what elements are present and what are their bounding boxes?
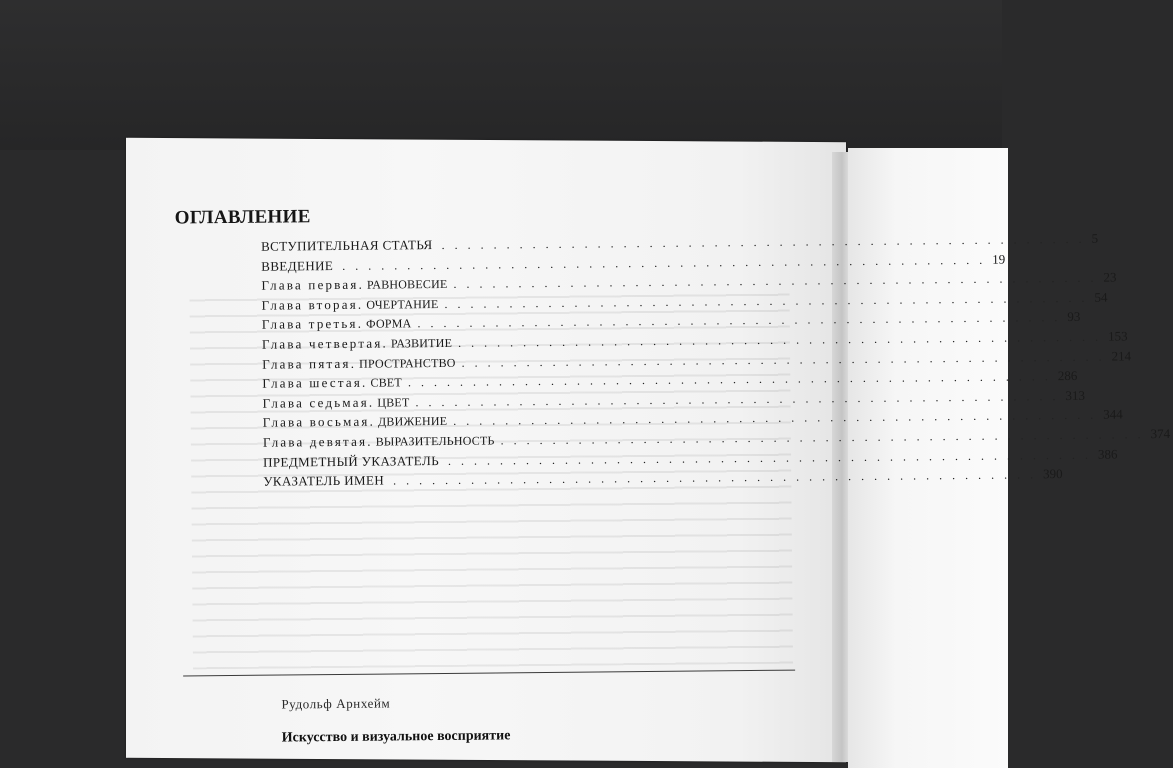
toc-entry-page: 344: [1103, 406, 1123, 422]
toc-entry-title: ЦВЕТ: [377, 395, 410, 410]
toc-entry-label: Глава четвертая.: [261, 335, 389, 352]
toc-entry-title: СВЕТ: [370, 375, 402, 390]
toc-entry-page: 153: [1107, 328, 1128, 344]
toc-entry-page: 19: [992, 251, 1006, 267]
dot-leader: ..................................................: [417, 310, 1068, 331]
dot-leader: ..................................................: [441, 231, 1092, 252]
toc-entry-label: ВСТУПИТЕЛЬНАЯ СТАТЬЯ: [260, 237, 433, 254]
toc-entry-page: 54: [1094, 289, 1108, 305]
dot-leader: ..................................................: [447, 447, 1099, 468]
colophon-divider: [183, 670, 795, 677]
toc-entry-label: УКАЗАТЕЛЬ ИМЕН: [263, 472, 385, 489]
toc-entry-page: 23: [1103, 269, 1117, 285]
toc-heading: ОГЛАВЛЕНИЕ: [174, 206, 311, 229]
page-content: [126, 133, 1171, 752]
toc-entry-page: 390: [1043, 466, 1063, 482]
toc-entry-label: Глава первая.: [261, 276, 365, 293]
toc-entry-title: РАЗВИТИЕ: [390, 335, 453, 351]
toc-entry-label: Глава третья.: [261, 316, 364, 333]
toc-entry-label: ВВЕДЕНИЕ: [261, 257, 334, 274]
toc-entry-title: ВЫРАЗИТЕЛЬНОСТЬ: [375, 433, 495, 449]
toc-entry-page: 5: [1091, 230, 1099, 246]
toc-entry-title: ФОРМА: [366, 316, 412, 332]
dot-leader: ..................................................: [415, 388, 1066, 409]
toc-entry-page: 313: [1065, 387, 1086, 403]
dot-leader: ..................................................: [444, 290, 1095, 311]
dot-leader: ..................................................: [407, 369, 1058, 390]
toc-entry-title: ОЧЕРТАНИЕ: [366, 296, 439, 312]
toc-entry-label: ПРЕДМЕТНЫЙ УКАЗАТЕЛЬ: [263, 452, 440, 470]
dot-leader: ..................................................: [461, 349, 1112, 370]
dot-leader: ..................................................: [453, 407, 1104, 429]
dot-leader: ..................................................: [458, 329, 1109, 350]
toc-entry-label: Глава восьмая.: [262, 413, 376, 431]
toc-entry-title: ПРОСТРАНСТВО: [359, 355, 456, 371]
toc-entry-title: ДВИЖЕНИЕ: [377, 414, 448, 429]
dot-leader: ..................................................: [500, 427, 1151, 448]
dot-leader: ..................................................: [453, 270, 1104, 292]
toc-entry-label: Глава девятая.: [262, 433, 373, 450]
toc-entry-title: РАВНОВЕСИЕ: [366, 277, 448, 292]
toc-entry-page: 374: [1150, 425, 1171, 442]
toc-entry-label: Глава вторая.: [261, 296, 364, 313]
toc-entry-label: Глава пятая.: [262, 355, 357, 372]
toc-entry-page: 386: [1097, 446, 1118, 462]
toc-entry-label: Глава шестая.: [262, 374, 368, 391]
book-title: Искусство и визуальное восприятие: [281, 728, 511, 746]
table-of-contents: [260, 230, 1171, 493]
toc-entry-page: 214: [1111, 347, 1132, 364]
dot-leader: ..................................................: [393, 467, 1044, 488]
toc-entry-page: 286: [1057, 368, 1078, 384]
toc-entry-label: Глава седьмая.: [262, 394, 375, 411]
dot-leader: ..................................................: [342, 252, 993, 273]
dark-background: [0, 0, 1002, 150]
author-name: Рудольф Арнхейм: [281, 695, 391, 712]
toc-entry-page: 93: [1067, 309, 1081, 325]
